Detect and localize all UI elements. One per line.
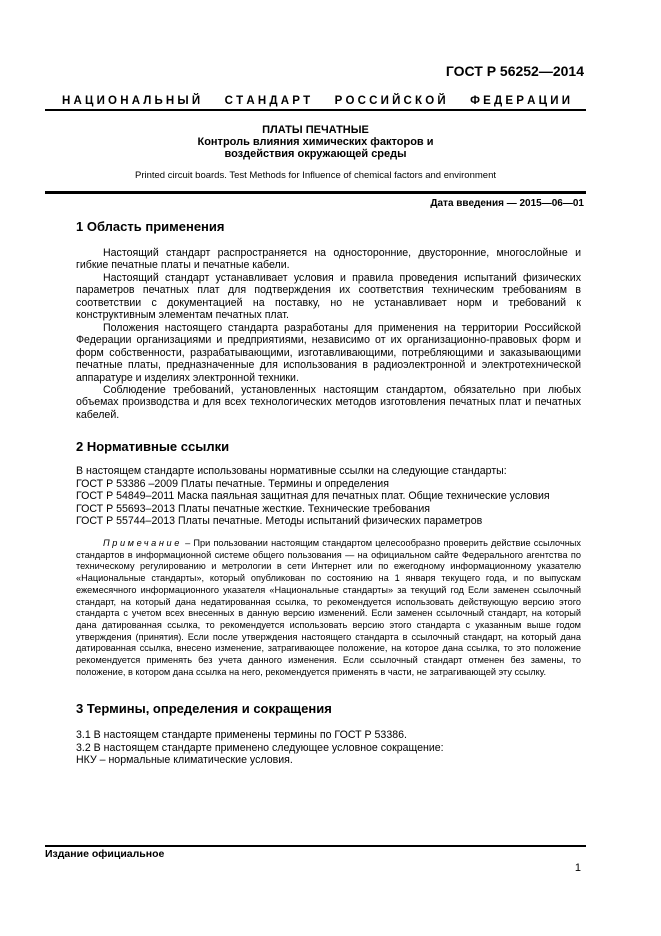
note-label: Примечание xyxy=(103,538,182,548)
section-3-line-2: 3.2 В настоящем стандарте применено следующее условное сокращение: xyxy=(76,742,444,754)
section-1-paragraph-3: Положения настоящего стандарта разработаны для применения на территории Российской Федерации организациями и предприятиями, независимо от их организационно-правовых форм и форм собственности, разрабатывающими, изготавливающими, потребляющими и заказывающими печатные платы, предназначенные для использования в радиоэлектронной и электротехнической аппаратуре и изделиях электронной техники. xyxy=(76,322,581,384)
banner-word-2: С Т А Н Д А Р Т xyxy=(224,95,311,107)
title-line-2: Контроль влияния химических факторов и xyxy=(197,136,434,148)
official-edition-label: Издание официальное xyxy=(45,848,165,860)
section-1-paragraph-4: Соблюдение требований, установленных настоящим стандартом, обязательно при любых объемах производства и для всех технологических методов изготовления печатных плат и печатных кабелей. xyxy=(76,384,581,421)
section-2-intro: В настоящем стандарте использованы нормативные ссылки на следующие стандарты: xyxy=(76,465,507,477)
document-code: ГОСТ Р 56252—2014 xyxy=(445,63,584,79)
banner-word-4: Ф Е Д Е Р А Ц И И xyxy=(470,95,570,107)
section-3-heading: 3 Термины, определения и сокращения xyxy=(76,701,332,716)
section-2-heading: 2 Нормативные ссылки xyxy=(76,439,230,454)
section-1-paragraph-2: Настоящий стандарт устанавливает условия и правила проведения испытаний физических параметров печатных плат для подтверждения их соответствия техническим требованиям в соответствии с документацией на поставку, но не устанавливает норм и требований к конструктивным элементам печатных плат. xyxy=(76,272,581,322)
footer-rule xyxy=(45,845,586,847)
note-text: – При пользовании настоящим стандартом целесообразно проверить действие ссылочных стандартов в информационной системе общего пользования — на официальном сайте Федерального агентства по техническому регулированию и метрологии в сети Интернет или по ежегодному информационному указателю «Национальные стандарты», который опубликован по состоянию на 1 января текущего года, и по выпускам ежемесячного информационного указателя «Национальные стандарты» за текущий год Если заменен ссылочный стандарт, на который дана недатированная ссылка, то рекомендуется использовать действующую версию этого стандарта с учетом всех внесенных в данную версию изменений. Если заменен ссылочный стандарт, на который дана датированная ссылка, то рекомендуется использовать версию этого стандарта с указанным выше годом утверждения (принятия). Если после утверждения настоящего стандарта в ссылочный стандарт, на который дана датированная ссылка, внесено изменение, затрагивающее положение, на которое дана ссылка, то это положение рекомендуется применять без учета данного изменения. Если ссылочный стандарт отменен без замены, то положение, в котором дана ссылка на него, рекомендуется применять в части, не затрагивающей эту ссылку. xyxy=(76,538,581,677)
reference-item: ГОСТ Р 55744–2013 Платы печатные. Методы испытаний физических параметров xyxy=(76,515,483,527)
banner-rule xyxy=(45,109,586,111)
reference-item: ГОСТ Р 55693–2013 Платы печатные жесткие. Технические требования xyxy=(76,503,430,515)
reference-item: ГОСТ Р 53386 –2009 Платы печатные. Термины и определения xyxy=(76,478,389,490)
introduction-date: Дата введения — 2015—06—01 xyxy=(430,198,584,209)
section-3-line-3: НКУ – нормальные климатические условия. xyxy=(76,754,293,766)
section-1-paragraph-1: Настоящий стандарт распространяется на односторонние, двусторонние, многослойные и гибкие печатные платы и печатные кабели. xyxy=(76,247,581,272)
title-rule xyxy=(45,191,586,194)
page-number: 1 xyxy=(574,862,581,874)
references-note xyxy=(76,538,581,678)
banner-word-3: Р О С С И Й С К О Й xyxy=(334,95,446,107)
section-3-line-1: 3.1 В настоящем стандарте применены термины по ГОСТ Р 53386. xyxy=(76,729,407,741)
section-1-heading: 1 Область применения xyxy=(76,219,225,234)
title-line-1: ПЛАТЫ ПЕЧАТНЫЕ xyxy=(262,124,369,136)
reference-item: ГОСТ Р 54849–2011 Маска паяльная защитная для печатных плат. Общие технические условия xyxy=(76,490,550,502)
banner-word-1: Н А Ц И О Н А Л Ь Н Ы Й xyxy=(62,95,201,107)
title-line-3: воздействия окружающей среды xyxy=(224,148,407,160)
title-english: Printed circuit boards. Test Methods for Influence of chemical factors and environment xyxy=(134,170,496,181)
national-standard-banner xyxy=(62,95,570,107)
